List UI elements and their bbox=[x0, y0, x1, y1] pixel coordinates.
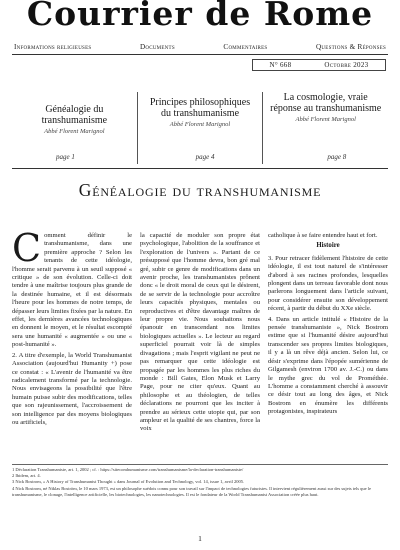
masthead-nav bbox=[14, 43, 386, 51]
article-column-3 bbox=[268, 232, 388, 458]
toc-item[interactable] bbox=[12, 92, 137, 164]
footnote: 2 Ibidem, art. 4. bbox=[12, 473, 41, 479]
drop-cap: C bbox=[12, 232, 42, 270]
page-number: 1 bbox=[198, 534, 202, 543]
toc-item-page: page 8 bbox=[327, 153, 347, 161]
issue-box bbox=[252, 59, 386, 71]
masthead-title: Courrier de Rome bbox=[26, 0, 374, 33]
article-paragraph: la capacité de moduler son propre état psychologique, l'abolition de la souffrance et l'exploration de l'univers ». Partant de ce présupposé que l'homme devra, bon gré mal gré, subir ce genre de modifications dans un avenir proche, les transhumanistes prônent donc « le droit moral de ceux qui le désirent, de se servir de la technologie pour accroître leurs capacités physiques, mentales ou reproductives et d'être davantage maîtres de leur propre vie. Nous souhaitons nous épanouir en transcendant nos limites biologiques actuelles ». Le lecteur au regard superficiel pourrait voir là de simples divagations ; mais l'esprit vigilant ne peut ne pas remarquer que cette idéologie est propagée par les hommes les plus riches du monde : Bill Gates, Elon Musk et Larry Page, pour ne citer qu'eux. Quant au philosophe et au théologien, de telles déclarations ne pourront que les inciter à prendre au sérieux cette utopie qui, par son ampleur et la qualité de ses chantres, force la voix bbox=[140, 232, 260, 433]
toc-item-title: Généalogie du transhumanisme bbox=[41, 104, 108, 126]
article-body bbox=[12, 232, 388, 458]
masthead-divider bbox=[12, 54, 388, 55]
article-column-1 bbox=[12, 232, 132, 458]
toc-item-page: page 4 bbox=[195, 153, 215, 161]
article-paragraph: 3. Pour retracer fidèlement l'histoire de cette idéologie, il est tout naturel de s'intéresser d'abord à ses racines profondes, lesquelles plongent dans un terreau favorable dont nous parlerons longuement dans l'article suivant, pour considérer ensuite son développement récent, à partir du début du XXe siècle. bbox=[268, 254, 388, 313]
article-paragraph: 4. Dans un article intitulé « Histoire de la pensée transhumaniste », Nick Bostrom estime que si l'humanité désire aujourd'hui transcender ses propres limites biologiques, il y a là un rêve déjà ancien. Selon lui, ce désir s'exprime dans l'épopée sumérienne de Gilgamesh (environ 1700 av. J.-C.) ou dans le mythe grec du vol de Prométhée. L'homme a constamment cherché à assouvir ce désir tout au long des âges, et Nick Bostrom en énumère les différents protagonistes, inspirateurs bbox=[268, 315, 388, 416]
paragraph-text: omment définir le transhumanisme, dans une première approche ? Selon les tenants de cette idéologie, l'homme serait parvenu à un seuil supposé « critique » de son évolution. Celle-ci doit tendre à une maîtrise toujours plus grande de la destinée humaine, et il est désormais l'heure pour les hommes de notre temps, de dépasser leurs limites fixées par la nature. En effet, les dernières avancées technologiques en donnent le moyen, et le résultat escompté sera une humanité « augmentée » ou une « post-humanité ». bbox=[12, 232, 132, 349]
article-column-2 bbox=[140, 232, 260, 458]
issue-number: N° 668 bbox=[269, 61, 292, 69]
article-paragraph: catholique à se faire entendre haut et fort. bbox=[268, 232, 378, 239]
footnotes bbox=[12, 467, 388, 498]
section-heading: Histoire bbox=[316, 242, 340, 250]
nav-item-questions[interactable]: Questions & Réponses bbox=[315, 43, 386, 51]
article-paragraph: 2. A titre d'exemple, la World Transhumanist Association (aujourd'hui Humanity +) pose ce constat : « L'avenir de l'humanité va être radicalement transformé par la technologie. Nous envisageons la possibilité que l'être humain puisse subir des modifications, telles que son rajeunissement, l'accroissement de son intelligence par des moyens biologiques ou artificiels, bbox=[12, 351, 132, 426]
article-paragraph bbox=[12, 232, 132, 350]
toc-item-author: Abbé Florent Marignol bbox=[44, 128, 105, 135]
footnote: 3 Nick Bostrom, « A History of Transhumanist Thought » dans Journal of Evolution and Technology, vol. 14, issue 1, avril 2005. bbox=[12, 479, 245, 485]
nav-item-commentaires[interactable]: Commentaires bbox=[223, 43, 268, 51]
table-of-contents bbox=[12, 92, 388, 164]
toc-item-author: Abbé Florent Marignol bbox=[169, 121, 231, 128]
toc-divider bbox=[12, 168, 388, 169]
nav-item-informations[interactable]: Informations religieuses bbox=[14, 43, 92, 51]
toc-item[interactable] bbox=[262, 92, 388, 164]
toc-item-title: Principes philosophiques du transhumanisme bbox=[149, 97, 251, 119]
toc-item[interactable] bbox=[137, 92, 263, 164]
footnote: 4 Nick Bostrom, né Niklas Boström, le 10 mars 1973, est un philosophe suédois connu pour son travail sur l'impact de technologies futuristes. Il intervient régulièrement aussi sur des sujets tels que le transhumanisme, le clonage, l'intelligence artificielle, les biotechnologies, les nanotechnologies. Il est le fondateur de la World Transhumanist Association créée plus haut. bbox=[12, 485, 371, 497]
footnote: 1 Déclaration Transhumaniste, art. 1, 2002 ; cf. : https://sitecomhumanisme.com/transhumanisme/la-declaration-transhumaniste/ bbox=[12, 467, 244, 472]
article-title: Généalogie du transhumanisme bbox=[78, 180, 322, 200]
nav-item-documents[interactable]: Documents bbox=[139, 43, 175, 51]
toc-item-title: La cosmologie, vraie réponse au transhumanisme bbox=[270, 92, 382, 114]
issue-date: Octobre 2023 bbox=[324, 61, 369, 69]
footnote-divider bbox=[12, 464, 388, 465]
toc-item-author: Abbé Florent Marignol bbox=[295, 116, 356, 123]
toc-item-page: page 1 bbox=[56, 153, 75, 161]
